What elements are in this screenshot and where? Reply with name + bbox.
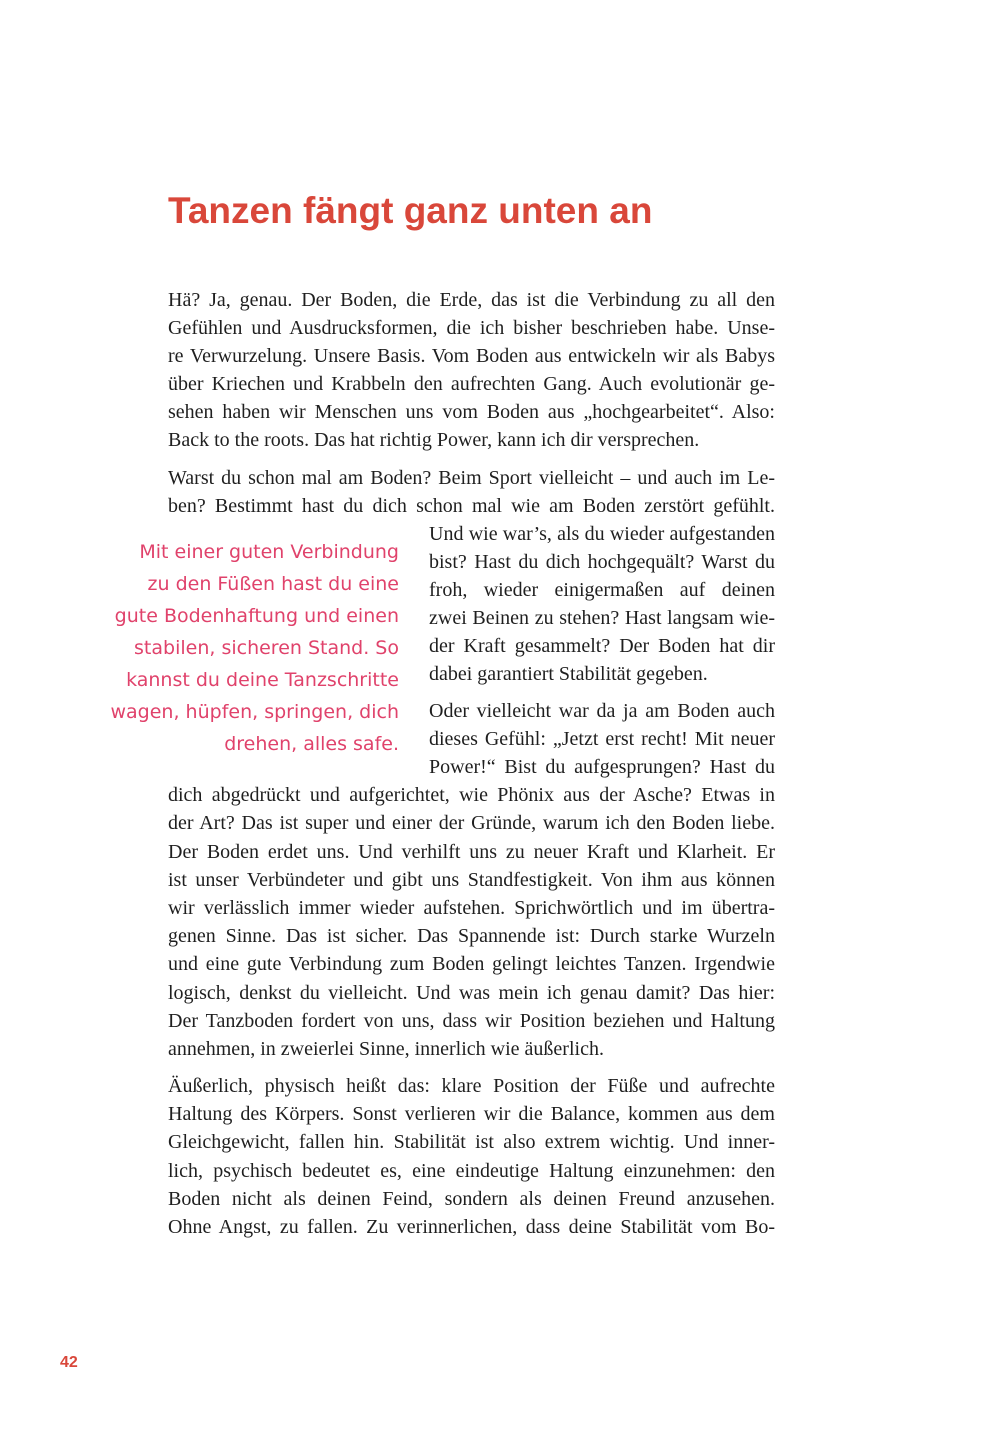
text-line: der Kraft gesammelt? Der Boden hat dir — [429, 635, 775, 657]
pull-quote-line: zu den Füßen hast du eine — [147, 573, 399, 595]
pull-quote-line: Mit einer guten Verbindung — [139, 541, 399, 563]
text-line: ben? Bestimmt hast du dich schon mal wie am Boden zerstört gefühlt. — [168, 495, 775, 517]
text-line: Und wie war’s, als du wieder aufgestanden — [429, 523, 775, 545]
text-line: dieses Gefühl: „Jetzt erst recht! Mit neuer — [429, 728, 775, 750]
text-line: froh, wieder einigermaßen auf deinen — [429, 579, 775, 601]
text-line: annehmen, in zweierlei Sinne, innerlich wie äußerlich. — [168, 1038, 604, 1060]
pull-quote-line: kannst du deine Tanzschritte — [126, 669, 399, 691]
text-line: ist unser Verbündeter und gibt uns Standfestigkeit. Von ihm aus können — [168, 869, 775, 891]
text-line: Warst du schon mal am Boden? Beim Sport vielleicht – und auch im Le- — [168, 467, 775, 489]
text-line: genen Sinne. Das ist sicher. Das Spannende ist: Durch starke Wurzeln — [168, 925, 775, 947]
text-line: wir verlässlich immer wieder aufstehen. Sprichwörtlich und im übertra- — [168, 897, 775, 919]
text-line: über Kriechen und Krabbeln den aufrechten Gang. Auch evolutionär ge- — [168, 373, 775, 395]
text-line: bist? Hast du dich hochgequält? Warst du — [429, 551, 775, 573]
text-line: Boden nicht als deinen Feind, sondern als deinen Freund anzusehen. — [168, 1188, 775, 1210]
text-line: Back to the roots. Das hat richtig Power, kann ich dir versprechen. — [168, 429, 700, 451]
pull-quote-line: gute Bodenhaftung und einen — [114, 605, 399, 627]
text-line: Hä? Ja, genau. Der Boden, die Erde, das ist die Verbindung zu all den — [168, 289, 775, 311]
text-line: sehen haben wir Menschen uns vom Boden aus „hochgearbeitet“. Also: — [168, 401, 775, 423]
text-line: re Verwurzelung. Unsere Basis. Vom Boden aus entwickeln wir als Babys — [168, 345, 775, 367]
pull-quote-line: wagen, hüpfen, springen, dich — [110, 701, 399, 723]
text-line: Ohne Angst, zu fallen. Zu verinnerlichen, dass deine Stabilität vom Bo- — [168, 1216, 775, 1238]
text-line: logisch, denkst du vielleicht. Und was mein ich genau damit? Das hier: — [168, 982, 775, 1004]
text-line: Oder vielleicht war da ja am Boden auch — [429, 700, 775, 722]
text-line: der Art? Das ist super und einer der Gründe, warum ich den Boden liebe. — [168, 812, 775, 834]
text-line: Gefühlen und Ausdrucksformen, die ich bisher beschrieben habe. Unse- — [168, 317, 775, 339]
chapter-heading: Tanzen fängt ganz unten an — [168, 190, 653, 231]
text-line: Der Boden erdet uns. Und verhilft uns zu neuer Kraft und Klarheit. Er — [168, 841, 775, 863]
pull-quote-line: drehen, alles safe. — [224, 733, 399, 755]
text-line: Gleichgewicht, fallen hin. Stabilität ist also extrem wichtig. Und inner- — [168, 1131, 775, 1153]
text-line: Power!“ Bist du aufgesprungen? Hast du — [429, 756, 775, 778]
pull-quote-line: stabilen, sicheren Stand. So — [134, 637, 399, 659]
text-line: dabei garantiert Stabilität gegeben. — [429, 663, 708, 685]
text-line: lich, psychisch bedeutet es, eine eindeutige Haltung einzunehmen: den — [168, 1160, 775, 1182]
text-line: Äußerlich, physisch heißt das: klare Position der Füße und aufrechte — [168, 1075, 775, 1097]
text-line: zwei Beinen zu stehen? Hast langsam wie- — [429, 607, 775, 629]
page-number: 42 — [60, 1354, 78, 1371]
text-line: Der Tanzboden fordert von uns, dass wir Position beziehen und Haltung — [168, 1010, 775, 1032]
text-line: und eine gute Verbindung zum Boden gelingt leichtes Tanzen. Irgendwie — [168, 953, 775, 975]
text-line: Haltung des Körpers. Sonst verlieren wir die Balance, kommen aus dem — [168, 1103, 775, 1125]
text-line: dich abgedrückt und aufgerichtet, wie Phönix aus der Asche? Etwas in — [168, 784, 775, 806]
